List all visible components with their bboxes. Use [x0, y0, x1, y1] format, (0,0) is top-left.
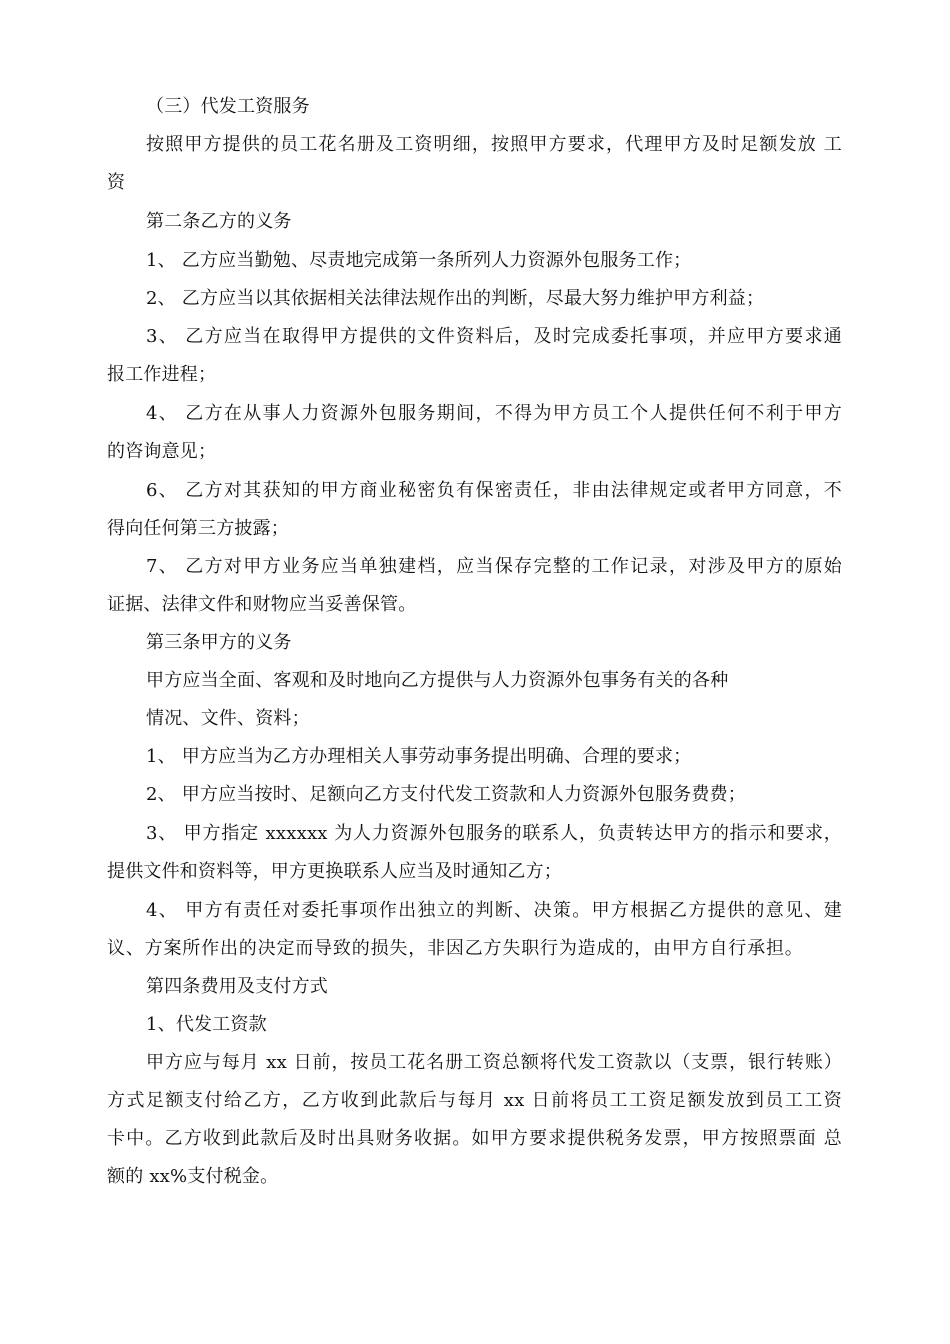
list-item: 4、 甲方有责任对委托事项作出独立的判断、决策。甲方根据乙方提供的意见、建: [146, 900, 842, 921]
list-item: 3、 乙方应当在取得甲方提供的文件资料后，及时完成委托事项，并应甲方要求通: [146, 326, 842, 347]
paragraph-line: 的咨询意见；: [107, 441, 217, 462]
paragraph-line: 按照甲方提供的员工花名册及工资明细，按照甲方要求，代理甲方及时足额发放 工: [146, 134, 842, 155]
paragraph-line: 甲方应与每月 xx 日前，按员工花名册工资总额将代发工资款以（支票，银行转账）: [146, 1052, 842, 1073]
article-heading-fees-and-payment: 第四条费用及支付方式: [146, 976, 328, 997]
paragraph-line: 资: [107, 172, 126, 193]
paragraph-line: 议、方案所作出的决定而导致的损失，非因乙方失职行为造成的，由甲方自行承担。: [107, 938, 803, 959]
paragraph-line: 证据、法律文件和财物应当妥善保管。: [107, 594, 417, 615]
paragraph-line: 得向任何第三方披露；: [107, 518, 289, 539]
paragraph-line: 报工作进程；: [107, 364, 217, 385]
list-item: 1、 乙方应当勤勉、尽责地完成第一条所列人力资源外包服务工作；: [146, 250, 692, 271]
list-item: 2、 甲方应当按时、足额向乙方支付代发工资款和人力资源外包服务费费；: [146, 784, 746, 805]
list-item: 7、 乙方对甲方业务应当单独建档，应当保存完整的工作记录，对涉及甲方的原始: [146, 556, 842, 577]
list-item: 4、 乙方在从事人力资源外包服务期间，不得为甲方员工个人提供任何不利于甲方: [146, 403, 842, 424]
subheading-payroll-funds: 1、代发工资款: [146, 1014, 267, 1035]
paragraph-line: 额的 xx%支付税金。: [107, 1166, 279, 1187]
list-item: 3、 甲方指定 xxxxxx 为人力资源外包服务的联系人，负责转达甲方的指示和要求，: [146, 823, 842, 844]
section-heading-payroll-service: （三）代发工资服务: [146, 96, 310, 117]
paragraph-line: 提供文件和资料等，甲方更换联系人应当及时通知乙方；: [107, 861, 562, 882]
paragraph-line: 方式足额支付给乙方，乙方收到此款后与每月 xx 日前将员工工资足额发放到员工工资: [107, 1090, 842, 1111]
article-heading-party-b-obligations: 第二条乙方的义务: [146, 211, 292, 232]
list-item: 6、 乙方对其获知的甲方商业秘密负有保密责任，非由法律规定或者甲方同意，不: [146, 480, 842, 501]
paragraph-line: 甲方应当全面、客观和及时地向乙方提供与人力资源外包事务有关的各种: [146, 670, 729, 691]
list-item: 1、 甲方应当为乙方办理相关人事劳动事务提出明确、合理的要求；: [146, 746, 692, 767]
paragraph-line: 卡中。乙方收到此款后及时出具财务收据。如甲方要求提供税务发票，甲方按照票面 总: [107, 1128, 842, 1149]
list-item: 2、 乙方应当以其依据相关法律法规作出的判断，尽最大努力维护甲方利益；: [146, 288, 765, 309]
paragraph-line: 情况、文件、资料；: [146, 708, 310, 729]
article-heading-party-a-obligations: 第三条甲方的义务: [146, 632, 292, 653]
